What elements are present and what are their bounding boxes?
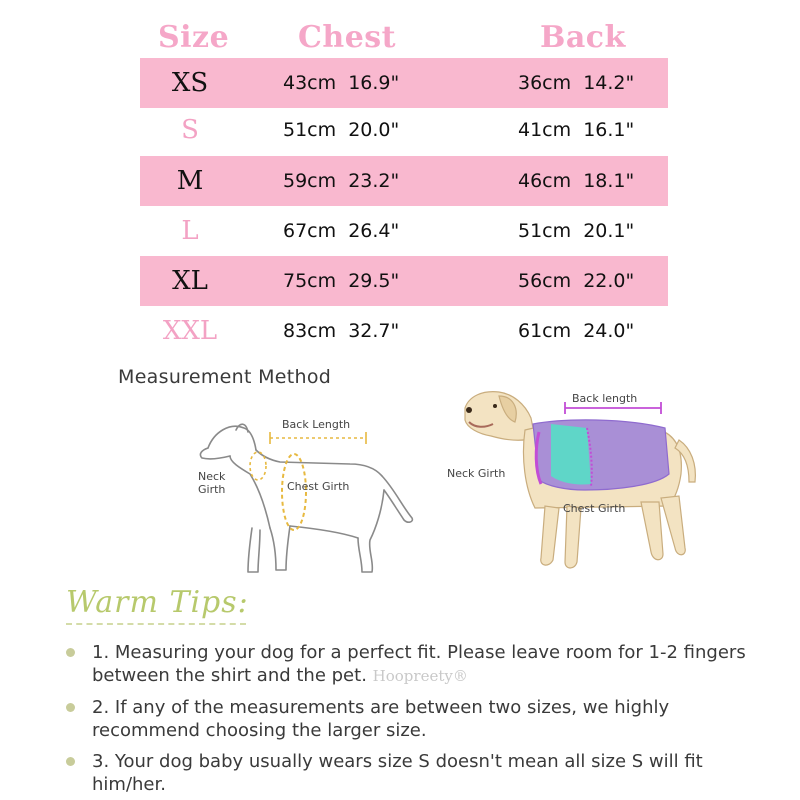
size-header: Size (158, 20, 230, 55)
back-value: 56cm 22.0" (518, 270, 635, 292)
size-label: M (176, 166, 204, 196)
back-header: Back (540, 20, 626, 55)
brand-watermark: Hoopreety® (372, 667, 468, 685)
size-label: L (181, 216, 199, 246)
chest-value: 83cm 32.7" (283, 320, 400, 342)
table-row (140, 256, 668, 306)
back-value: 36cm 14.2" (518, 72, 635, 94)
back-length-label: Back length (572, 392, 638, 405)
dog-vest-photo (455, 378, 705, 583)
size-label: XS (171, 68, 209, 98)
girth-label: Girth (198, 483, 226, 496)
chest-girth-label: Chest Girth (563, 502, 626, 515)
measurement-method-title: Measurement Method (118, 366, 332, 388)
tip-1 (66, 641, 756, 691)
back-length-label: Back Length (282, 418, 351, 431)
chest-value: 51cm 20.0" (283, 119, 400, 141)
back-value: 51cm 20.1" (518, 220, 635, 242)
bullet-icon (66, 757, 75, 766)
neck-girth-label: Neck Girth (447, 467, 506, 480)
table-row (140, 58, 668, 108)
tip-2 (66, 696, 756, 746)
size-label: XL (172, 266, 208, 296)
chest-value: 67cm 26.4" (283, 220, 400, 242)
table-row (140, 206, 668, 256)
tip-3-text: 3. Your dog baby usually wears size S doesn't mean all size S will fit him/her. (92, 751, 703, 795)
table-row (140, 306, 668, 356)
table-row (140, 156, 668, 206)
warm-tips-underline (66, 623, 246, 625)
chest-girth-label: Chest Girth (287, 480, 350, 493)
bullet-icon (66, 648, 75, 657)
tip-1-text: 1. Measuring your dog for a perfect fit. Please leave room for 1-2 fingers between the shirt and the pet. (92, 642, 746, 686)
tip-2-text: 2. If any of the measurements are between two sizes, we highly recommend choosing the larger size. (92, 697, 670, 741)
dog-outline-diagram (190, 410, 420, 585)
chest-header: Chest (298, 20, 397, 55)
bullet-icon (66, 703, 75, 712)
neck-label: Neck (198, 470, 226, 483)
chest-value: 43cm 16.9" (283, 72, 400, 94)
tip-3 (66, 750, 756, 800)
size-label: XXL (162, 316, 218, 346)
chest-value: 59cm 23.2" (283, 170, 400, 192)
warm-tips-title: Warm Tips: (66, 585, 249, 620)
size-label: S (181, 115, 199, 145)
table-row (140, 105, 668, 155)
back-value: 46cm 18.1" (518, 170, 635, 192)
back-value: 61cm 24.0" (518, 320, 635, 342)
back-value: 41cm 16.1" (518, 119, 635, 141)
chest-value: 75cm 29.5" (283, 270, 400, 292)
